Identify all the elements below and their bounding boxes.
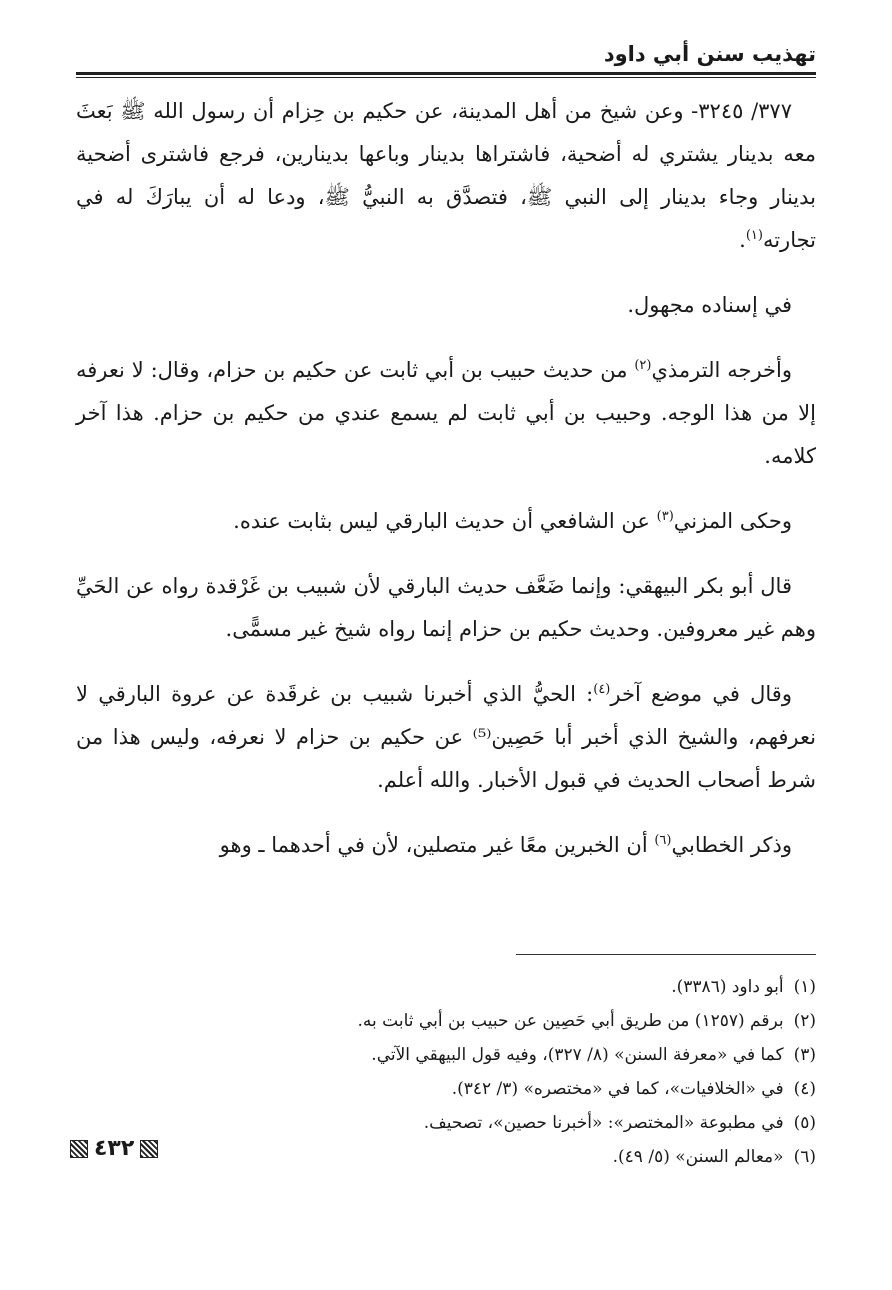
footnote-ref: (١): [745, 228, 763, 243]
ornament-icon: [140, 1140, 158, 1158]
paragraph-tirmidhi: [76, 349, 816, 478]
paragraph-text: ٣٧٧/ ٣٢٤٥- وعن شيخ من أهل المدينة، عن حكيم بن حِزام أن رسول الله ﷺ بَعثَ معه بدينار يشتري له أضحية، فاشتراها بدينار وباعها بدينارين، فرجع فاشترى أضحية بدينار وجاء بدينار إلى النبي ﷺ، فتصدَّق به النبيُّ ﷺ، ودعا له أن يبارَكَ له في تجارته: [76, 99, 816, 252]
footnote-item: [76, 970, 816, 1004]
paragraph-text: وذكر الخطابي: [671, 833, 792, 857]
paragraph-bayhaqi: [76, 565, 816, 651]
footnote-separator: [516, 954, 816, 955]
page-number: ٤٣٢: [94, 1136, 135, 1161]
header-rule: [76, 72, 816, 75]
footnote-ref: (٤): [593, 682, 611, 697]
footnote-number: (٤): [793, 1079, 816, 1099]
paragraph-isnad: [76, 284, 816, 327]
footnote-item: [76, 1106, 816, 1140]
paragraph-muzani: [76, 500, 816, 543]
footnote-item: [76, 1004, 816, 1038]
footnote-number: (٥): [793, 1113, 816, 1133]
paragraph-tail: عن الشافعي أن حديث البارقي ليس بثابت عنده.: [233, 509, 657, 533]
paragraph-tail: من حديث حبيب بن أبي ثابت عن حكيم بن حزام، وقال: لا نعرفه إلا من هذا الوجه. وحبيب بن أبي ثابت لم يسمع عندي من حكيم بن حزام. هذا آخر كلامه.: [76, 358, 816, 468]
footnote-item: [76, 1072, 816, 1106]
paragraph-tail: : الحيُّ الذي أخبرنا شبيب بن غرقَدة عن عروة البارقي لا نعرفهم، والشيخ الذي أخبر أبا حَصِين⁽⁵⁾ عن حكيم بن حزام لا نعرفه، وليس هذا من شرط أصحاب الحديث في قبول الأخبار. والله أعلم.: [76, 682, 816, 792]
footnote-text: أبو داود (٣٣٨٦).: [671, 977, 784, 997]
footnote-text: «معالم السنن» (٥/ ٤٩).: [612, 1147, 784, 1167]
paragraph-text: في إسناده مجهول.: [627, 293, 792, 317]
paragraph-text: قال أبو بكر البيهقي: وإنما ضَعَّف حديث البارقي لأن شبيب بن غَرْقدة رواه عن الحَيِّ وهم غير معروفين. وحديث حكيم بن حزام إنما رواه شيخ غير مسمًّى.: [76, 574, 816, 641]
footnote-number: (٣): [793, 1045, 816, 1065]
footnote-text: كما في «معرفة السنن» (٨/ ٣٢٧)، وفيه قول البيهقي الآتي.: [371, 1045, 784, 1065]
footnote-number: (١): [793, 977, 816, 997]
paragraph-hadith: [76, 90, 816, 262]
footnote-text: برقم (١٢٥٧) من طريق أبي حَصِين عن حبيب بن أبي ثابت به.: [357, 1011, 784, 1031]
footnote-text: في «الخلافيات»، كما في «مختصره» (٣/ ٣٤٢).: [451, 1079, 784, 1099]
footnote-text: في مطبوعة «المختصر»: «أخبرنا حصين»، تصحيف.: [423, 1113, 784, 1133]
footnote-ref: (٦): [654, 833, 672, 848]
paragraph-another-place: [76, 673, 816, 802]
ornament-icon: [70, 1140, 88, 1158]
footnote-ref: (٣): [656, 509, 674, 524]
page-number-block: [70, 1136, 158, 1161]
book-page: [76, 28, 816, 1268]
header-rule-thin: [76, 77, 816, 78]
footnote-number: (٢): [793, 1011, 816, 1031]
paragraph-tail: .: [739, 228, 746, 252]
running-title: تهذيب سنن أبي داود: [603, 42, 816, 66]
paragraph-tail: أن الخبرين معًا غير متصلين، لأن في أحدهما ـ وهو: [219, 833, 655, 857]
paragraph-text: وحكى المزني: [673, 509, 792, 533]
main-text: [76, 90, 816, 889]
footnote-ref: (٢): [634, 358, 652, 373]
paragraph-text: وأخرجه الترمذي: [651, 358, 792, 382]
footnotes: [76, 970, 816, 1174]
paragraph-khattabi: [76, 824, 816, 867]
footnote-item: [76, 1140, 816, 1174]
paragraph-text: وقال في موضع آخر: [610, 682, 792, 706]
footnote-item: [76, 1038, 816, 1072]
footnote-number: (٦): [793, 1147, 816, 1167]
